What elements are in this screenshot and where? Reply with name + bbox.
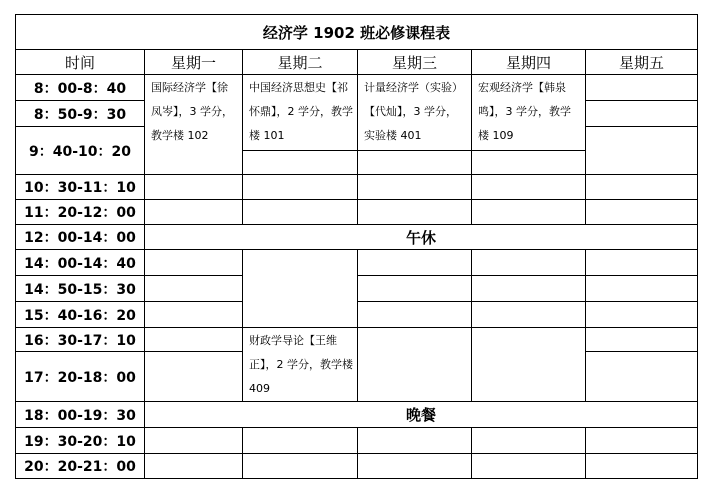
- empty-cell: [472, 328, 586, 402]
- empty-cell: [586, 175, 698, 200]
- empty-cell: [243, 250, 358, 328]
- timetable: [15, 14, 698, 479]
- empty-cell: [586, 75, 698, 101]
- empty-cell: [472, 250, 586, 276]
- empty-cell: [472, 454, 586, 479]
- empty-cell: [472, 151, 586, 175]
- table-title: 经济学 1902 班必修课程表: [16, 15, 698, 50]
- empty-cell: [586, 454, 698, 479]
- empty-cell: [145, 302, 243, 328]
- empty-cell: [145, 276, 243, 302]
- time-slot: 12：00-14：00: [16, 225, 145, 250]
- time-slot: 14：00-14：40: [16, 250, 145, 276]
- empty-cell: [358, 454, 472, 479]
- empty-cell: [358, 175, 472, 200]
- empty-cell: [586, 127, 698, 175]
- lunch-break: 午休: [145, 225, 698, 250]
- empty-cell: [586, 302, 698, 328]
- empty-cell: [145, 352, 243, 402]
- course-tuesday-afternoon: 财政学导论【王维正】，2 学分，教学楼 409: [243, 328, 358, 402]
- empty-cell: [586, 428, 698, 454]
- empty-cell: [358, 302, 472, 328]
- empty-cell: [358, 276, 472, 302]
- time-slot: 17：20-18：00: [16, 352, 145, 402]
- time-slot: 16：30-17：10: [16, 328, 145, 352]
- empty-cell: [145, 175, 243, 200]
- time-slot: 9：40-10：20: [16, 127, 145, 175]
- empty-cell: [145, 200, 243, 225]
- empty-cell: [243, 200, 358, 225]
- empty-cell: [586, 200, 698, 225]
- header-monday: 星期一: [145, 50, 243, 75]
- empty-cell: [145, 428, 243, 454]
- header-time: 时间: [16, 50, 145, 75]
- header-thursday: 星期四: [472, 50, 586, 75]
- empty-cell: [358, 328, 472, 402]
- dinner-break: 晚餐: [145, 402, 698, 428]
- course-tuesday-morning: 中国经济思想史【祁怀鼎】，2 学分，教学楼 101: [243, 75, 358, 151]
- empty-cell: [472, 175, 586, 200]
- course-wednesday-morning: 计量经济学（实验）【代灿】，3 学分，实验楼 401: [358, 75, 472, 151]
- course-thursday-morning: 宏观经济学【韩泉鸣】，3 学分，教学楼 109: [472, 75, 586, 151]
- empty-cell: [243, 428, 358, 454]
- empty-cell: [586, 352, 698, 402]
- empty-cell: [358, 200, 472, 225]
- header-wednesday: 星期三: [358, 50, 472, 75]
- empty-cell: [358, 428, 472, 454]
- time-slot: 18：00-19：30: [16, 402, 145, 428]
- empty-cell: [586, 328, 698, 352]
- header-tuesday: 星期二: [243, 50, 358, 75]
- empty-cell: [358, 250, 472, 276]
- time-slot: 14：50-15：30: [16, 276, 145, 302]
- time-slot: 20：20-21：00: [16, 454, 145, 479]
- time-slot: 15：40-16：20: [16, 302, 145, 328]
- empty-cell: [472, 200, 586, 225]
- course-monday-morning: 国际经济学【徐凤岑】，3 学分，教学楼 102: [145, 75, 243, 175]
- time-slot: 10：30-11：10: [16, 175, 145, 200]
- time-slot: 19：30-20：10: [16, 428, 145, 454]
- empty-cell: [586, 276, 698, 302]
- time-slot: 8：00-8：40: [16, 75, 145, 101]
- header-friday: 星期五: [586, 50, 698, 75]
- empty-cell: [358, 151, 472, 175]
- empty-cell: [243, 175, 358, 200]
- empty-cell: [145, 250, 243, 276]
- time-slot: 11：20-12：00: [16, 200, 145, 225]
- empty-cell: [472, 276, 586, 302]
- empty-cell: [145, 328, 243, 352]
- empty-cell: [145, 454, 243, 479]
- empty-cell: [586, 101, 698, 127]
- empty-cell: [243, 454, 358, 479]
- empty-cell: [243, 151, 358, 175]
- time-slot: 8：50-9：30: [16, 101, 145, 127]
- empty-cell: [472, 302, 586, 328]
- empty-cell: [586, 250, 698, 276]
- empty-cell: [472, 428, 586, 454]
